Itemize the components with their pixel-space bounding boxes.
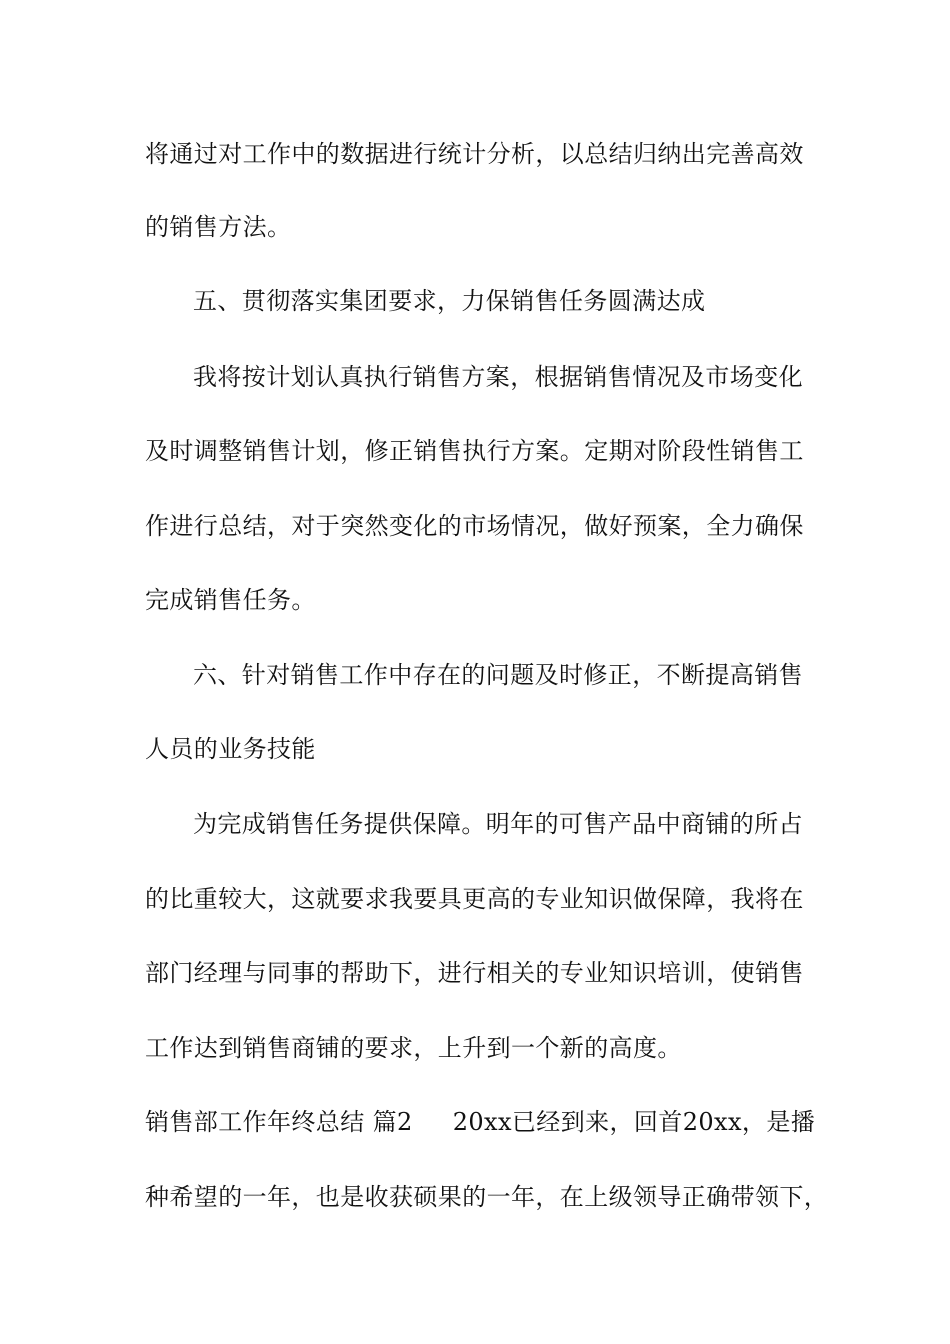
paragraph-line: 的销售方法。: [145, 213, 292, 241]
paragraph-line: 我将按计划认真执行销售方案，根据销售情况及市场变化: [193, 363, 803, 391]
paragraph-line: 将通过对工作中的数据进行统计分析，以总结归纳出完善高效: [145, 140, 804, 168]
section-intro-line: [145, 1107, 815, 1137]
paragraph-line: 作进行总结，对于突然变化的市场情况，做好预案，全力确保: [145, 512, 804, 540]
section-heading-five: 五、贯彻落实集团要求，力保销售任务圆满达成: [193, 287, 706, 315]
paragraph-line: 种希望的一年，也是收获硕果的一年，在上级领导正确带领下，: [145, 1183, 829, 1211]
paragraph-line: 的比重较大，这就要求我要具更高的专业知识做保障，我将在: [145, 885, 804, 913]
paragraph-line: 工作达到销售商铺的要求，上升到一个新的高度。: [145, 1034, 682, 1062]
paragraph-line: 及时调整销售计划，修正销售执行方案。定期对阶段性销售工: [145, 437, 804, 465]
paragraph-line: 完成销售任务。: [145, 586, 316, 614]
paragraph-line: 为完成销售任务提供保障。明年的可售产品中商铺的所占: [193, 810, 803, 838]
section-heading-six: 六、针对销售工作中存在的问题及时修正，不断提高销售: [193, 661, 803, 689]
section-heading-six-continued: 人员的业务技能: [145, 735, 316, 763]
paragraph-line: 部门经理与同事的帮助下，进行相关的专业知识培训，使销售: [145, 959, 804, 987]
section-title: 销售部工作年终总结 篇2: [145, 1108, 413, 1136]
section-first-text: 20xx已经到来，回首20xx，是播: [452, 1108, 816, 1136]
